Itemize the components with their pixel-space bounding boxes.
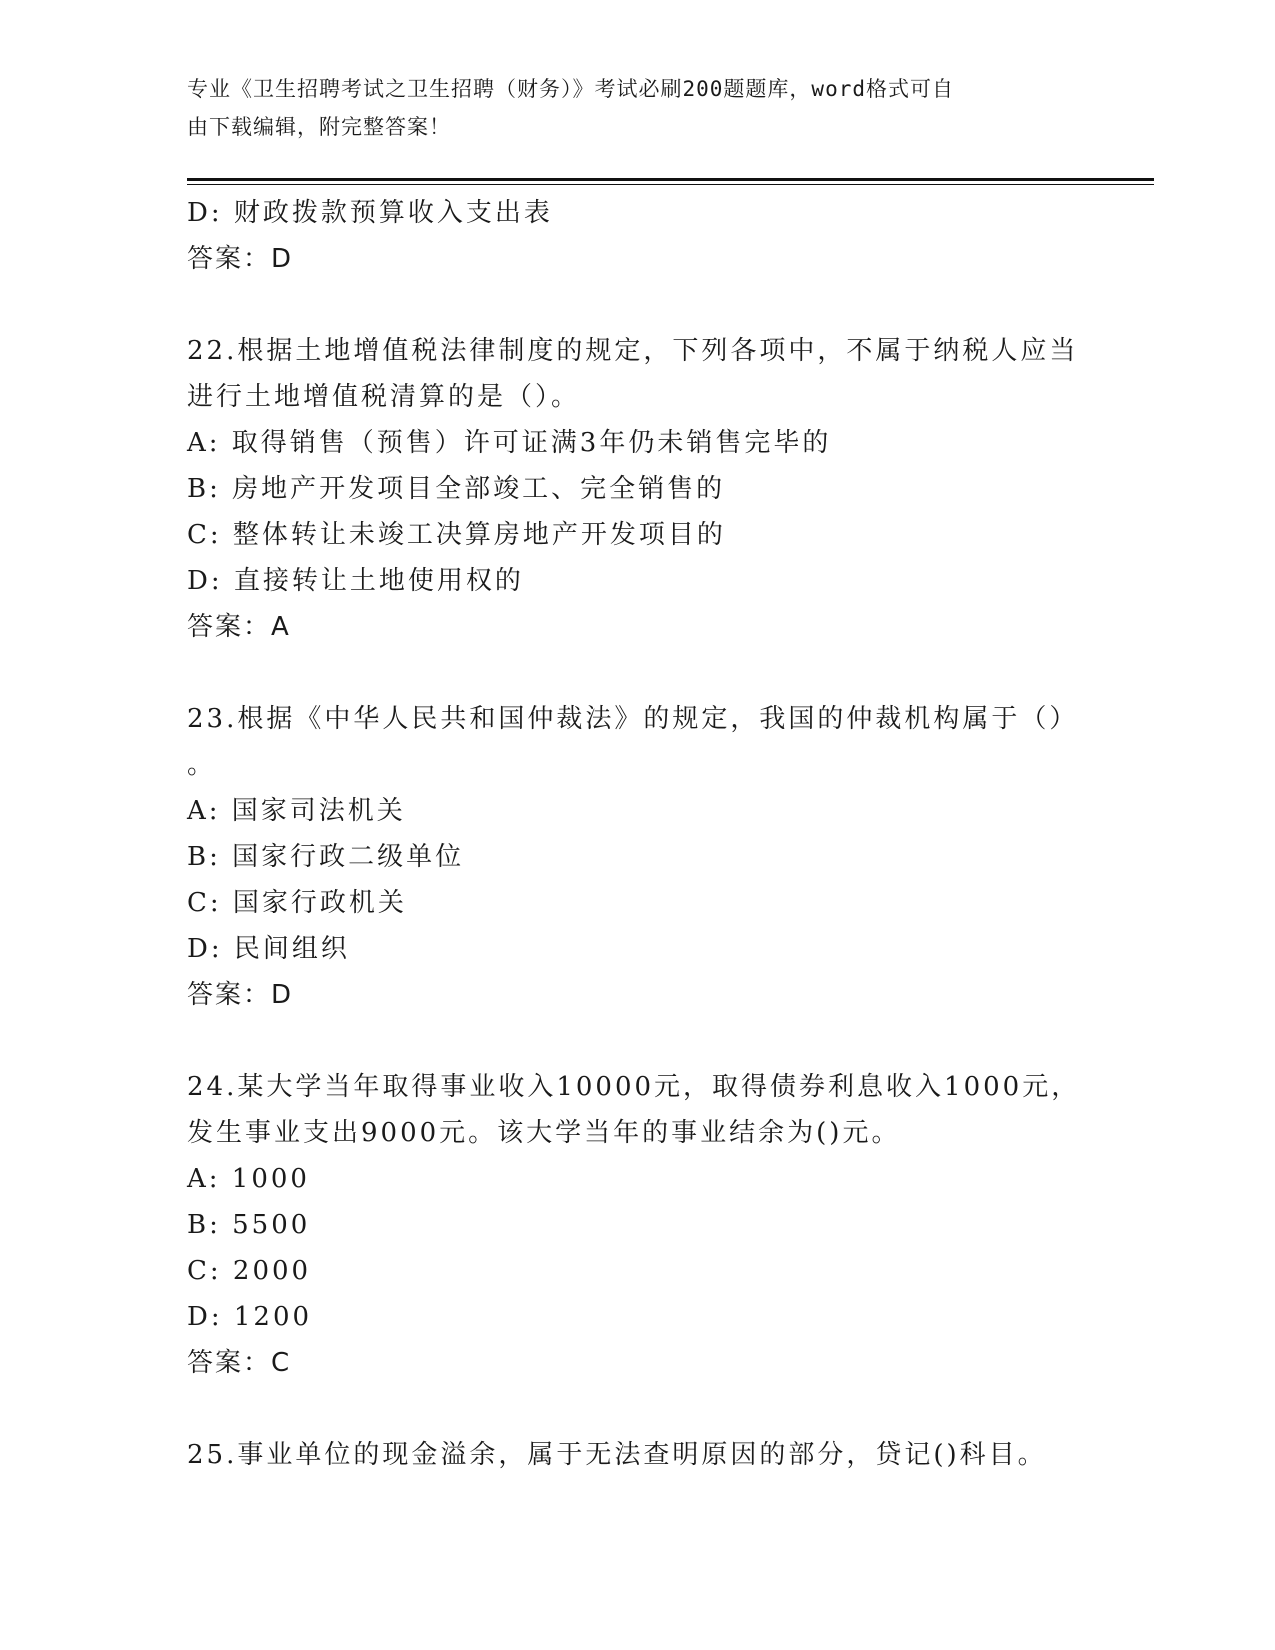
option-a: A: 国家司法机关 <box>187 796 406 826</box>
option-b: B: 5500 <box>187 1210 311 1240</box>
question-stem-continued: 。 <box>187 750 217 780</box>
question-stem-continued: 进行土地增值税清算的是（）。 <box>187 382 581 412</box>
answer: 答案：C <box>187 1348 292 1378</box>
prev-question-tail <box>187 190 1087 282</box>
spacer <box>187 1386 1087 1432</box>
question-23 <box>187 696 1087 1018</box>
spacer <box>187 1018 1087 1064</box>
option-c: C: 2000 <box>187 1256 312 1286</box>
answer: 答案：A <box>187 612 291 642</box>
answer: 答案：D <box>187 980 294 1010</box>
option-b: B: 房地产开发项目全部竣工、完全销售的 <box>187 474 726 504</box>
document-header <box>187 70 1087 146</box>
option-c: C: 国家行政机关 <box>187 888 407 918</box>
question-stem: 22.根据土地增值税法律制度的规定，下列各项中，不属于纳税人应当 <box>187 336 1079 366</box>
question-stem: 23.根据《中华人民共和国仲裁法》的规定，我国的仲裁机构属于（） <box>187 704 1079 734</box>
header-line-2: 由下载编辑，附完整答案！ <box>187 115 451 139</box>
header-divider-thin <box>187 184 1154 185</box>
question-stem-continued: 发生事业支出9000元。该大学当年的事业结余为()元。 <box>187 1118 901 1148</box>
option-d: D: 财政拨款预算收入支出表 <box>187 198 553 228</box>
option-d: D: 民间组织 <box>187 934 350 964</box>
question-stem: 25.事业单位的现金溢余，属于无法查明原因的部分，贷记()科目。 <box>187 1440 1047 1470</box>
header-line-1: 专业《卫生招聘考试之卫生招聘（财务）》考试必刷200题题库，word格式可自 <box>187 77 954 101</box>
question-25 <box>187 1432 1087 1478</box>
spacer <box>187 650 1087 696</box>
question-content <box>187 190 1087 1478</box>
header-divider-thick <box>187 178 1154 181</box>
option-d: D: 1200 <box>187 1302 313 1332</box>
question-stem: 24.某大学当年取得事业收入10000元，取得债券利息收入1000元， <box>187 1072 1081 1102</box>
option-c: C: 整体转让未竣工决算房地产开发项目的 <box>187 520 726 550</box>
option-a: A: 1000 <box>187 1164 310 1194</box>
option-a: A: 取得销售（预售）许可证满3年仍未销售完毕的 <box>187 428 832 458</box>
spacer <box>187 282 1087 328</box>
question-24 <box>187 1064 1087 1386</box>
option-d: D: 直接转让土地使用权的 <box>187 566 524 596</box>
question-22 <box>187 328 1087 650</box>
option-b: B: 国家行政二级单位 <box>187 842 465 872</box>
answer: 答案：D <box>187 244 294 274</box>
